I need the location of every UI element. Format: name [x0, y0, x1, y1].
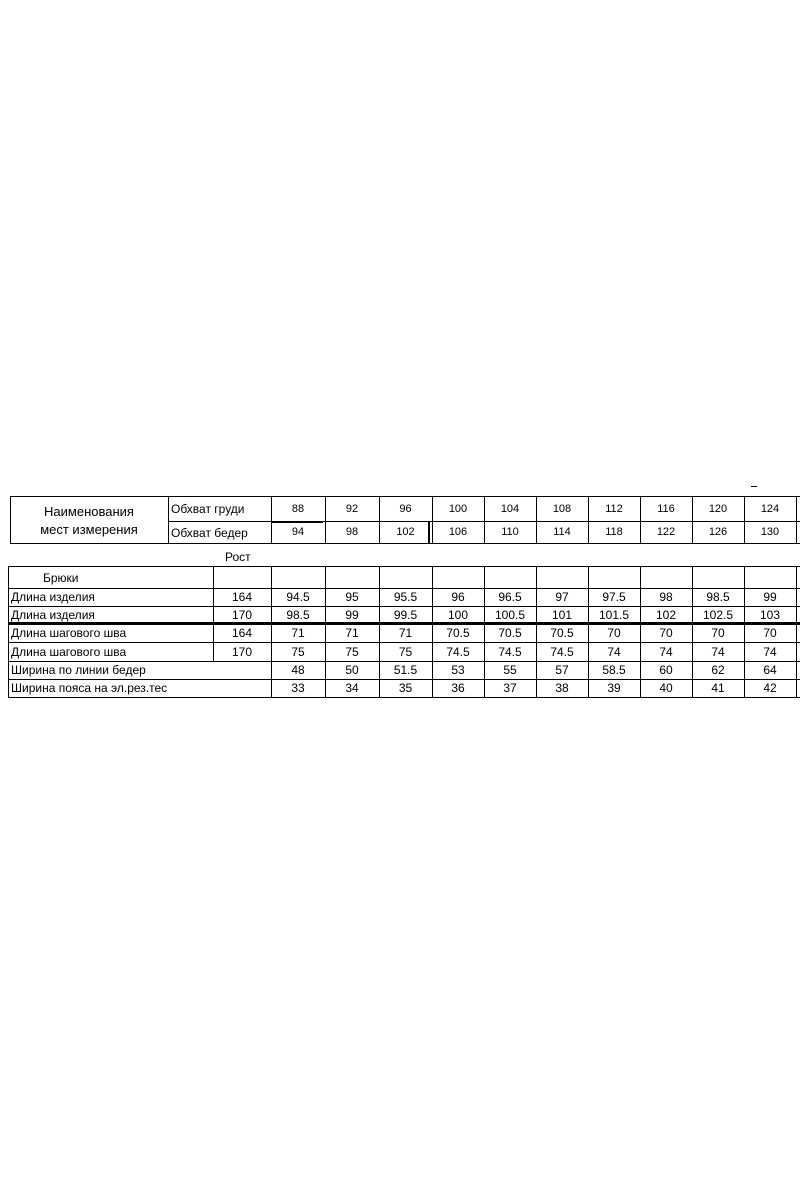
- measurement-value-cell: 50: [345, 663, 359, 677]
- header-column-divider: [432, 496, 433, 544]
- measurement-value-cell: 71: [291, 626, 305, 640]
- body-row-divider: [8, 642, 800, 643]
- hip-size-cell: 126: [708, 526, 728, 538]
- chest-label: Обхват груди: [171, 502, 245, 516]
- measurement-value-cell: 101.5: [598, 608, 630, 622]
- measurement-value-cell: 60: [659, 663, 673, 677]
- measurement-value-cell: 70: [711, 626, 725, 640]
- measurement-value-cell: 101: [551, 608, 573, 622]
- measurement-value-cell: 42: [763, 681, 777, 695]
- body-row-divider: [8, 661, 800, 662]
- measurement-label: Длина изделия: [11, 608, 95, 622]
- header-thick-mark-a: [271, 521, 323, 523]
- measurement-value-cell: 34: [345, 681, 359, 695]
- measurement-value-cell: 70: [763, 626, 777, 640]
- measurement-value-cell: 97.5: [602, 590, 626, 604]
- measurement-value-cell: 64: [763, 663, 777, 677]
- measurement-value-cell: 103: [759, 608, 781, 622]
- body-column-divider: [796, 566, 797, 698]
- measurement-value-cell: 70: [659, 626, 673, 640]
- measurement-value-cell: 62: [711, 663, 725, 677]
- header-column-divider: [692, 496, 693, 544]
- body-row-divider: [8, 697, 800, 698]
- body-column-divider: [271, 566, 272, 698]
- measurement-value-cell: 70.5: [446, 626, 470, 640]
- header-title-divider: [168, 496, 169, 544]
- header-left-border: [10, 496, 11, 544]
- measurement-value-cell: 75: [291, 644, 305, 659]
- measurement-value-cell: 53: [451, 663, 465, 677]
- hip-size-cell: 106: [448, 526, 468, 538]
- height-cell: 170: [231, 608, 253, 622]
- body-column-divider: [640, 566, 641, 698]
- measurement-value-cell: 70: [607, 626, 621, 640]
- measurement-value-cell: 74: [763, 644, 777, 659]
- height-label: Рост: [225, 550, 251, 564]
- header-column-divider: [271, 496, 272, 544]
- measurement-label: Ширина по линии бедер: [11, 663, 146, 677]
- body-column-divider: [744, 566, 745, 698]
- measurement-value-cell: 70.5: [550, 626, 574, 640]
- body-column-divider: [325, 566, 326, 698]
- measurement-value-cell: 95: [345, 590, 359, 604]
- stray-dash-mark: [751, 486, 757, 487]
- hip-size-cell: 118: [605, 526, 623, 538]
- chest-size-cell: 124: [760, 502, 780, 515]
- measurement-value-cell: 71: [398, 626, 413, 640]
- chest-size-cell: 96: [399, 502, 412, 515]
- measurement-value-cell: 98.5: [706, 590, 730, 604]
- body-column-divider: [536, 566, 537, 698]
- measurement-value-cell: 99: [763, 590, 777, 604]
- measurement-value-cell: 102: [655, 608, 677, 622]
- hip-size-cell: 102: [396, 526, 415, 538]
- body-column-divider: [432, 566, 433, 698]
- measurement-value-cell: 94.5: [286, 590, 310, 604]
- measurement-value-cell: 75: [345, 644, 359, 659]
- measurement-value-cell: 97: [555, 590, 569, 604]
- measurement-value-cell: 95.5: [393, 590, 418, 604]
- measurement-value-cell: 55: [503, 663, 517, 677]
- hip-size-cell: 94: [291, 526, 305, 538]
- chest-size-cell: 100: [448, 502, 468, 515]
- garment-label: Брюки: [43, 571, 79, 585]
- body-thick-divider: [8, 622, 800, 624]
- chest-size-cell: 108: [552, 502, 572, 515]
- measurement-value-cell: 70.5: [498, 626, 522, 640]
- measurement-value-cell: 41: [711, 681, 725, 695]
- body-row-divider: [8, 624, 800, 625]
- measurement-value-cell: 35: [398, 681, 413, 695]
- measurement-value-cell: 74: [659, 644, 673, 659]
- hip-label: Обхват бедер: [171, 525, 248, 540]
- chest-size-cell: 92: [345, 502, 359, 515]
- chest-size-cell: 112: [605, 502, 623, 515]
- measurement-value-cell: 36: [451, 681, 465, 695]
- header-column-divider: [536, 496, 537, 544]
- header-column-divider: [379, 496, 380, 544]
- header-bottom-border: [10, 543, 800, 544]
- header-column-divider: [588, 496, 589, 544]
- measurement-value-cell: 96.5: [498, 590, 522, 604]
- measurement-label: Длина шагового шва: [11, 626, 127, 640]
- body-column-divider: [484, 566, 485, 698]
- header-title-cell: [10, 497, 168, 544]
- body-column-divider: [379, 566, 380, 698]
- body-top-border: [8, 566, 800, 567]
- body-row-divider: [8, 679, 800, 680]
- chest-size-cell: 116: [657, 502, 675, 515]
- measurement-value-cell: 37: [503, 681, 517, 695]
- body-left-border: [8, 566, 9, 698]
- measurement-value-cell: 38: [555, 681, 569, 695]
- chest-size-cell: 120: [708, 502, 728, 515]
- header-column-divider: [744, 496, 745, 544]
- chest-size-cell: 88: [291, 502, 305, 515]
- hip-size-cell: 130: [760, 526, 780, 538]
- header-title-line2: мест измерения: [40, 521, 138, 537]
- hip-size-cell: 114: [553, 526, 571, 538]
- chest-size-cell: 104: [500, 502, 520, 515]
- height-cell: 164: [231, 590, 253, 604]
- body-label-divider: [213, 566, 214, 661]
- header-column-divider: [640, 496, 641, 544]
- measurement-value-cell: 33: [291, 681, 305, 695]
- measurement-label: Длина изделия: [11, 590, 95, 604]
- measurement-value-cell: 40: [659, 681, 673, 695]
- hip-size-cell: 110: [501, 526, 519, 538]
- measurement-value-cell: 96: [451, 590, 465, 604]
- measurement-value-cell: 74.5: [498, 644, 522, 659]
- measurement-value-cell: 71: [345, 626, 359, 640]
- measurement-value-cell: 99.5: [393, 608, 418, 622]
- measurement-value-cell: 98: [659, 590, 673, 604]
- hip-size-cell: 98: [345, 526, 359, 538]
- measurement-value-cell: 74: [607, 644, 621, 659]
- measurement-value-cell: 102.5: [702, 608, 734, 622]
- measurement-value-cell: 98.5: [286, 608, 310, 622]
- measurement-label: Длина шагового шва: [11, 644, 127, 659]
- measurement-value-cell: 100: [447, 608, 469, 622]
- header-column-divider: [325, 496, 326, 544]
- hip-size-cell: 122: [656, 526, 676, 538]
- height-cell: [213, 679, 271, 697]
- body-row-divider: [8, 588, 800, 589]
- measurement-value-cell: 48: [291, 663, 305, 677]
- measurement-value-cell: 74.5: [550, 644, 574, 659]
- height-cell: [213, 661, 271, 679]
- header-thick-mark-b: [428, 521, 430, 544]
- measurement-value-cell: 39: [607, 681, 621, 695]
- header-top-border: [10, 496, 800, 497]
- measurement-value-cell: 51.5: [393, 663, 418, 677]
- height-cell: 164: [231, 626, 253, 640]
- header-column-divider: [484, 496, 485, 544]
- header-title-line1: Наименования: [44, 503, 134, 519]
- measurement-value-cell: 99: [345, 608, 359, 622]
- header-column-divider: [796, 496, 797, 544]
- measurement-value-cell: 74.5: [446, 644, 470, 659]
- measurement-label: Ширина пояса на эл.рез.тес: [11, 681, 168, 695]
- measurement-value-cell: 74: [711, 644, 725, 659]
- body-column-divider: [588, 566, 589, 698]
- measurement-value-cell: 100.5: [494, 608, 526, 622]
- body-row-divider: [8, 606, 800, 607]
- height-cell: 170: [231, 644, 253, 659]
- measurement-value-cell: 75: [398, 644, 413, 659]
- measurement-value-cell: 57: [555, 663, 569, 677]
- body-column-divider: [692, 566, 693, 698]
- measurement-value-cell: 58.5: [602, 663, 626, 677]
